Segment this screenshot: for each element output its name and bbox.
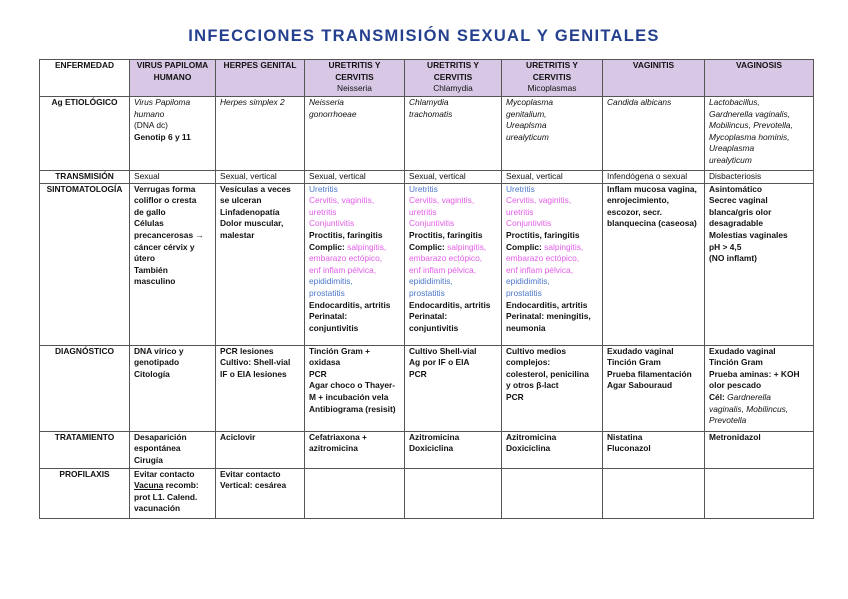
cell-neisseria: Uretritis Cervitis, vaginitis, uretritis Conjuntivitis Proctitis, faringitis Complic: salpingitis, embarazo ectópico, enf inflam pélvica, epididimitis, prostatitis Endocarditis, artritis Perinatal: conjuntivitis: [305, 183, 405, 345]
cell-neisseria: Tinción Gram + oxidasa PCR Agar choco o Thayer- M + incubación vela Antibiograma (resisit): [305, 345, 405, 431]
cell-vph: DNA vírico y genotipado Citología: [130, 345, 216, 431]
cell-micoplasmas: Cultivo medios complejos: colesterol, penicilina y otros β-lact PCR: [502, 345, 603, 431]
cell-chlamydia: Uretritis Cervitis, vaginitis, uretritis Conjuntivitis Proctitis, faringitis Complic: salpingitis, embarazo ectópico, enf inflam pélvica, epididimitis, prostatitis Endocarditis, artritis Perinatal: conjuntivitis: [405, 183, 502, 345]
cell-vaginitis: Infendógena o sexual: [603, 171, 705, 184]
col-header-vph: VIRUS PAPILOMA HUMANO: [130, 60, 216, 97]
col-header-chlamydia: URETRITIS Y CERVITIS Chlamydia: [405, 60, 502, 97]
cell-herpes: Aciclovir: [216, 431, 305, 468]
cell-micoplasmas: Azitromicina Doxiciclina: [502, 431, 603, 468]
cell-chlamydia: Chlamydia trachomatis: [405, 97, 502, 171]
sti-table: [39, 59, 814, 519]
table-row-sintomatologia: [40, 183, 814, 345]
cell-vph: Evitar contacto Vacuna recomb: prot L1. Calend. vacunación: [130, 468, 216, 518]
cell-vaginitis: Nistatina Fluconazol: [603, 431, 705, 468]
col-header-enfermedad: ENFERMEDAD: [40, 60, 130, 97]
col-header-vaginosis: VAGINOSIS: [705, 60, 814, 97]
cell-herpes: Herpes simplex 2: [216, 97, 305, 171]
header-row: [40, 60, 814, 97]
cell-herpes: PCR lesiones Cultivo: Shell-vial IF o EIA lesiones: [216, 345, 305, 431]
cell-vaginitis: Inflam mucosa vagina, enrojecimiento, escozor, secr. blanquecina (caseosa): [603, 183, 705, 345]
col-header-neisseria: URETRITIS Y CERVITIS Neisseria: [305, 60, 405, 97]
cell-micoplasmas: Uretritis Cervitis, vaginitis, uretritis Conjuntivitis Proctitis, faringitis Complic: salpingitis, embarazo ectópico, enf inflam pélvica, epididimitis, prostatitis Endocarditis, artritis Perinatal: meningitis, neumonia: [502, 183, 603, 345]
table-row-transmision: [40, 171, 814, 184]
cell-micoplasmas: Sexual, vertical: [502, 171, 603, 184]
cell-herpes: Evitar contacto Vertical: cesárea: [216, 468, 305, 518]
cell-neisseria: [305, 468, 405, 518]
cell-vaginosis: Lactobacillus, Gardnerella vaginalis, Mobilincus, Prevotella, Mycoplasma hominis, Ureaplasma urealyticum: [705, 97, 814, 171]
row-header: TRANSMISIÓN: [40, 171, 130, 184]
cell-vph: Verrugas forma coliflor o cresta de gallo Células precancerosas → cáncer cérvix y útero También masculino: [130, 183, 216, 345]
cell-vph: Virus Papiloma humano (DNA dc) Genotip 6 y 11: [130, 97, 216, 171]
row-header: TRATAMIENTO: [40, 431, 130, 468]
cell-vaginitis: Exudado vaginal Tinción Gram Prueba filamentación Agar Sabouraud: [603, 345, 705, 431]
cell-vaginosis: [705, 468, 814, 518]
cell-micoplasmas: [502, 468, 603, 518]
cell-vaginosis: Exudado vaginal Tinción Gram Prueba aminas: + KOH olor pescado Cél: Gardnerella vaginalis, Mobilincus, Prevotella: [705, 345, 814, 431]
row-header: Ag ETIOLÓGICO: [40, 97, 130, 171]
cell-vph: Sexual: [130, 171, 216, 184]
cell-chlamydia: Sexual, vertical: [405, 171, 502, 184]
table-row-tratamiento: [40, 431, 814, 468]
cell-herpes: Vesículas a veces se ulceran Linfadenopatía Dolor muscular, malestar: [216, 183, 305, 345]
table-row-diagnostico: [40, 345, 814, 431]
cell-vaginosis: Metronidazol: [705, 431, 814, 468]
cell-vaginosis: Asintomático Secrec vaginal blanca/gris olor desagradable Molestias vaginales pH > 4,5 (NO inflamt): [705, 183, 814, 345]
cell-neisseria: Sexual, vertical: [305, 171, 405, 184]
cell-neisseria: Cefatriaxona + azitromicina: [305, 431, 405, 468]
page-title: INFECCIONES TRANSMISIÓN SEXUAL Y GENITALES: [188, 27, 660, 45]
cell-vph: Desaparición espontánea Cirugía: [130, 431, 216, 468]
cell-vaginitis: [603, 468, 705, 518]
cell-chlamydia: Cultivo Shell-vial Ag por IF o EIA PCR: [405, 345, 502, 431]
col-header-micoplasmas: URETRITIS Y CERVITIS Micoplasmas: [502, 60, 603, 97]
row-header: SINTOMATOLOGÍA: [40, 183, 130, 345]
cell-neisseria: Neisseria gonorrhoeae: [305, 97, 405, 171]
table-row-profilaxis: [40, 468, 814, 518]
col-header-vaginitis: VAGINITIS: [603, 60, 705, 97]
cell-vaginitis: Candida albicans: [603, 97, 705, 171]
cell-herpes: Sexual, vertical: [216, 171, 305, 184]
cell-vaginosis: Disbacteriosis: [705, 171, 814, 184]
row-header: DIAGNÓSTICO: [40, 345, 130, 431]
cell-chlamydia: [405, 468, 502, 518]
table-row-ag-etiologico: [40, 97, 814, 171]
row-header: PROFILAXIS: [40, 468, 130, 518]
col-header-herpes: HERPES GENITAL: [216, 60, 305, 97]
cell-micoplasmas: Mycoplasma genitalium, Ureaplsma urealyticum: [502, 97, 603, 171]
cell-chlamydia: Azitromicina Doxiciclina: [405, 431, 502, 468]
